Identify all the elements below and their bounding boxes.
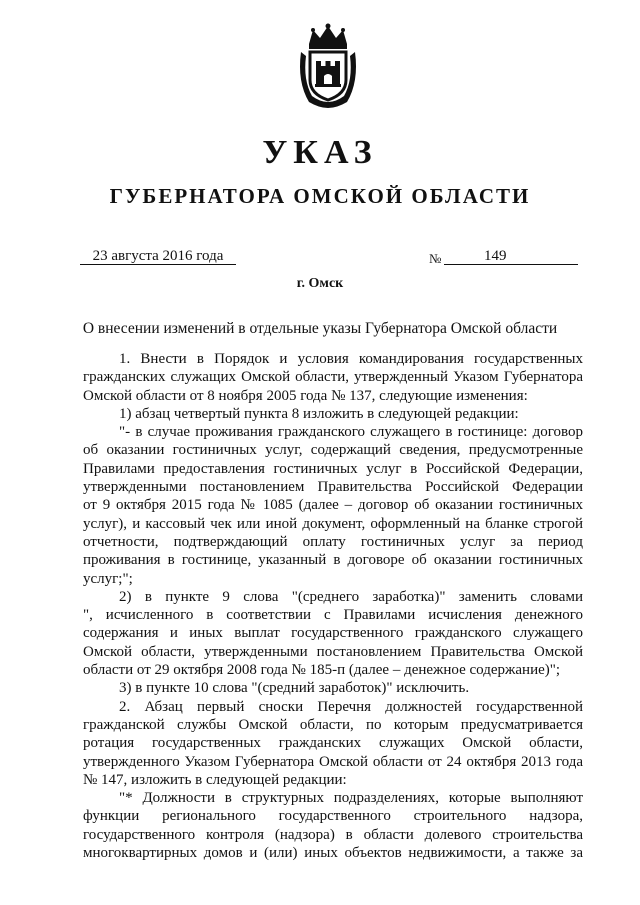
body-line: № 147, изложить в следующей редакции:	[83, 771, 347, 788]
document-title: УКАЗ	[262, 134, 378, 171]
body-line: 1) абзац четвертый пункта 8 изложить в следующей редакции:	[119, 405, 519, 422]
body-line: Омской области от 8 ноября 2005 года № 137, следующие изменения:	[83, 387, 528, 404]
body-line: 1. Внести в Порядок и условия командирования государственных	[119, 351, 583, 367]
body-line: от 9 октября 2015 года № 1085 (далее – договор об оказании гостиничных	[83, 497, 583, 514]
body-line: об оказании гостиничных услуг, содержащий сведения, предусмотренные	[83, 442, 583, 459]
body-line: "* Должности в структурных подразделениях, которые выполняют	[119, 790, 583, 807]
body-line: 3) в пункте 10 слова "(средний заработок)" исключить.	[119, 680, 470, 697]
body-line: гражданской службы Омской области, по которым предусматривается	[83, 716, 583, 733]
body-line: проживания в гостинице, указанный в договоре об оказании гостиничных	[83, 552, 583, 569]
number-label: №	[429, 251, 442, 266]
body-line: Омской области, утвержденными постановлением Правительства Омской	[83, 643, 583, 660]
body-line: утвержденными постановлением Правительства Российской Федерации	[83, 479, 583, 496]
body-line: ", исчисленного в соответствии с Правилами исчисления денежного	[83, 607, 583, 624]
document-date: 23 августа 2016 года	[80, 248, 236, 265]
body-line: 2) в пункте 9 слова "(среднего заработка)" заменить словами	[119, 588, 583, 605]
document-number: 149	[484, 248, 507, 264]
body-line: содержания и иных выплат государственного гражданского служащего	[83, 625, 583, 642]
document-city: г. Омск	[296, 276, 344, 291]
body-line: услуг;";	[83, 570, 133, 587]
body-line: "- в случае проживания гражданского служащего в гостинице: договор	[119, 424, 583, 441]
document-number-field	[444, 248, 578, 265]
body-line: Правилами предоставления гостиничных услуг в Российской Федерации,	[83, 460, 583, 477]
body-line: гражданских служащих Омской области, утвержденный Указом Губернатора	[83, 369, 583, 386]
body-line: 2. Абзац первый сноски Перечня должностей государственной	[119, 698, 583, 715]
body-line: ротация государственных гражданских служащих Омской области,	[83, 735, 583, 752]
document-heading: О внесении изменений в отдельные указы Губернатора Омской области	[82, 320, 558, 337]
body-line: утвержденного Указом Губернатора Омской области от 24 октября 2013 года	[83, 753, 583, 770]
document-body	[83, 350, 583, 862]
body-line: функции регионального государственного строительного надзора,	[83, 808, 583, 825]
body-line: государственного контроля (надзора) в области долевого строительства	[83, 826, 583, 843]
body-line: услуг), и кассовый чек или иной документ, оформленный на бланке строгой	[83, 515, 583, 532]
body-line: отчетности, подтверждающий оплату гостиничных услуг за период	[83, 533, 583, 550]
document-subtitle: ГУБЕРНАТОРА ОМСКОЙ ОБЛАСТИ	[109, 184, 531, 208]
body-line: области от 29 октября 2008 года № 185-п (далее – денежное содержание)";	[83, 662, 561, 679]
omsk-coat-of-arms-emblem	[295, 22, 361, 110]
body-line: многоквартирных домов и (или) иных объектов недвижимости, а также за	[83, 845, 583, 862]
